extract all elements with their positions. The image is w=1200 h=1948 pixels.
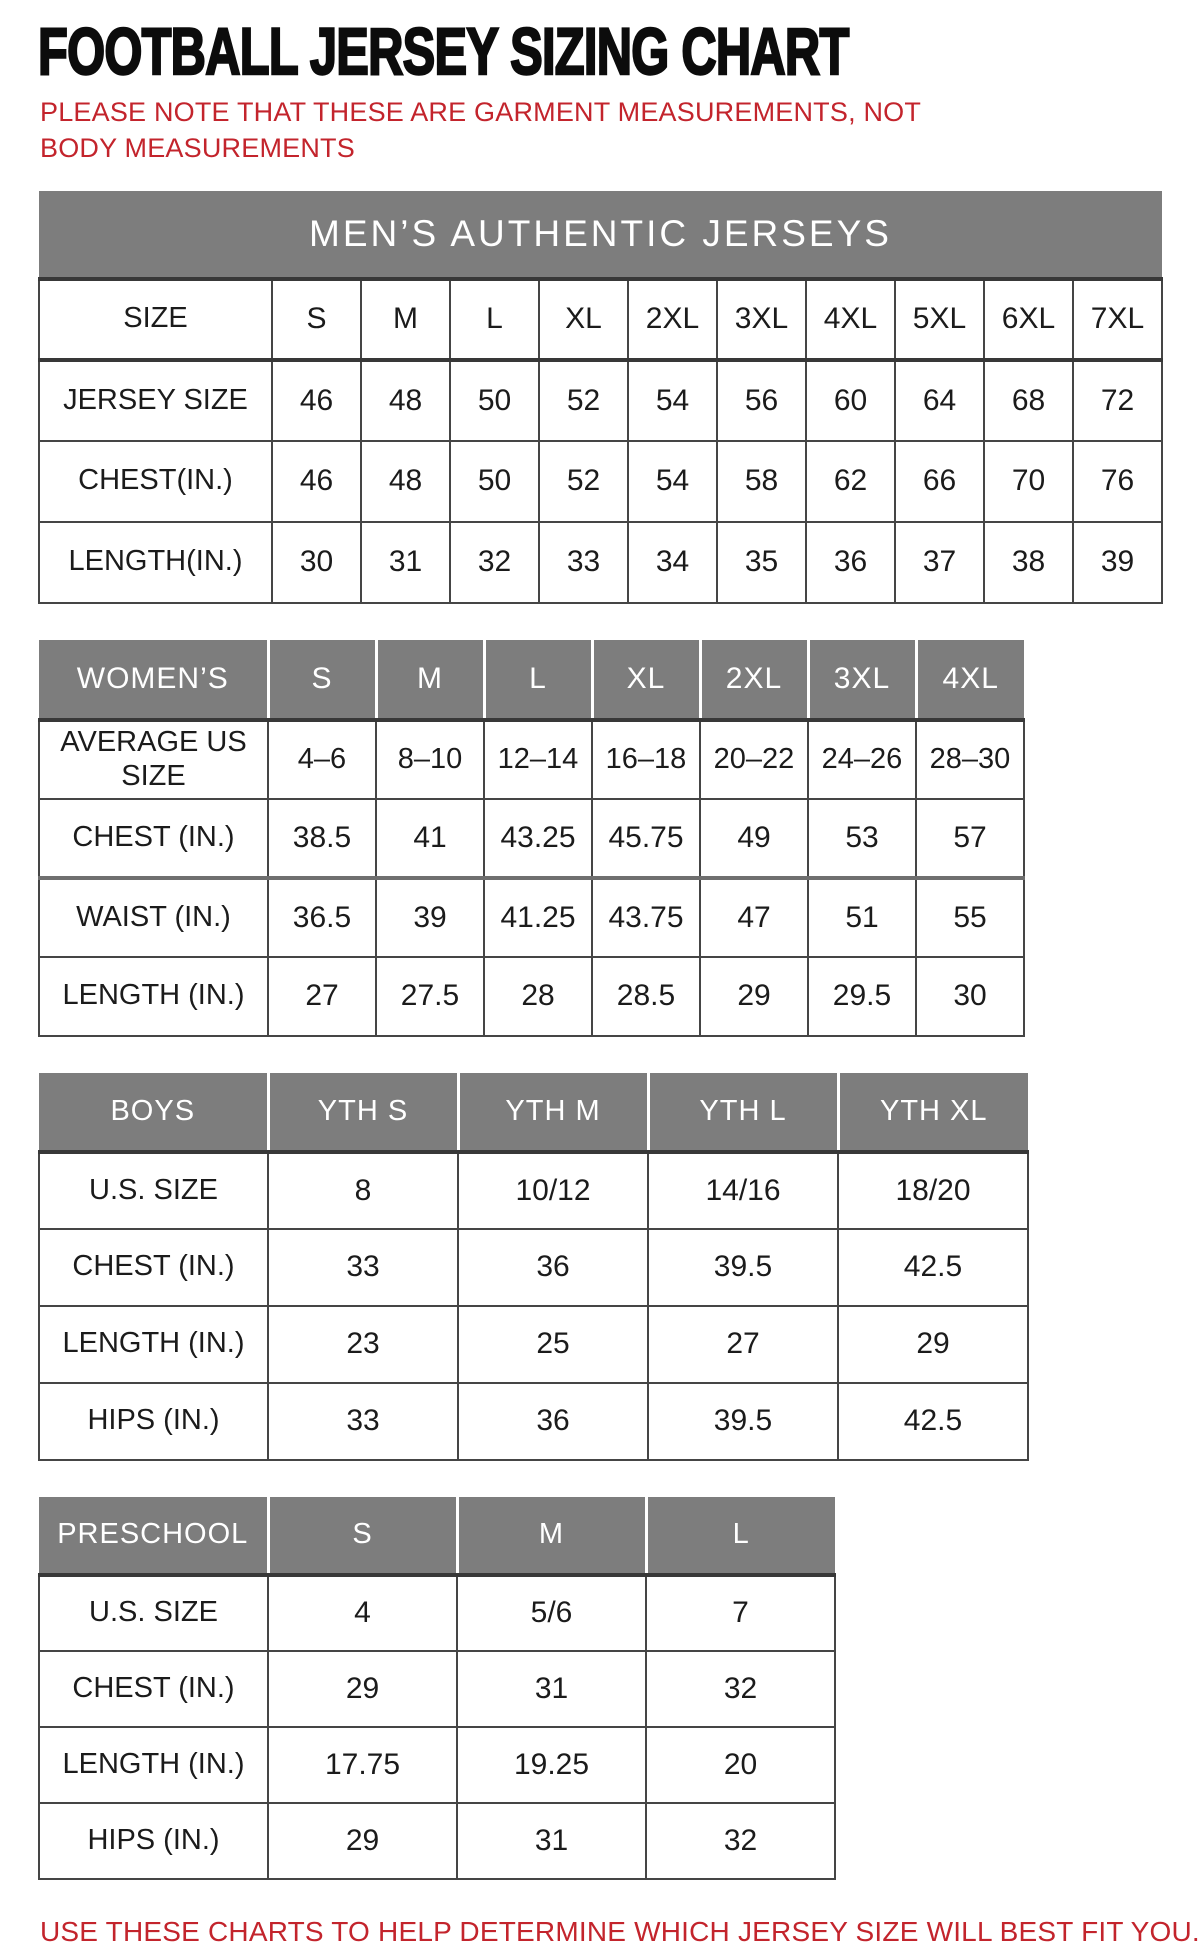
row-label: U.S. SIZE bbox=[39, 1575, 268, 1651]
column-header: S bbox=[268, 640, 376, 720]
table-cell: 30 bbox=[916, 957, 1024, 1036]
column-header: XL bbox=[592, 640, 700, 720]
table-cell: 14/16 bbox=[648, 1152, 838, 1229]
table-cell: 4–6 bbox=[268, 720, 376, 799]
table-cell: 25 bbox=[458, 1306, 648, 1383]
table-cell: 38 bbox=[984, 522, 1073, 603]
table-cell: 33 bbox=[268, 1383, 458, 1460]
row-label: LENGTH (IN.) bbox=[39, 957, 268, 1036]
table-cell: 34 bbox=[628, 522, 717, 603]
table-cell: 52 bbox=[539, 360, 628, 441]
table-cell: 66 bbox=[895, 441, 984, 522]
row-label: CHEST(IN.) bbox=[39, 441, 272, 522]
table-cell: 20 bbox=[646, 1727, 835, 1803]
table-cell: 52 bbox=[539, 441, 628, 522]
table-header-label: WOMEN’S bbox=[39, 640, 268, 720]
table-cell: L bbox=[450, 279, 539, 360]
table-header-label: PRESCHOOL bbox=[39, 1497, 268, 1575]
table-cell: 47 bbox=[700, 878, 808, 957]
table-cell: 54 bbox=[628, 360, 717, 441]
column-header: YTH M bbox=[458, 1073, 648, 1152]
table-row bbox=[39, 720, 1024, 799]
row-label: U.S. SIZE bbox=[39, 1152, 268, 1229]
table-cell: 20–22 bbox=[700, 720, 808, 799]
table-header-row bbox=[39, 1497, 835, 1575]
column-header: L bbox=[484, 640, 592, 720]
table-row bbox=[39, 522, 1162, 603]
table-row bbox=[39, 1152, 1028, 1229]
column-header: L bbox=[646, 1497, 835, 1575]
column-header: YTH S bbox=[268, 1073, 458, 1152]
row-label: AVERAGE US SIZE bbox=[39, 720, 268, 799]
table-cell: 36 bbox=[458, 1383, 648, 1460]
table-cell: 28 bbox=[484, 957, 592, 1036]
table-cell: 45.75 bbox=[592, 799, 700, 878]
table-cell: 48 bbox=[361, 360, 450, 441]
table-cell: 70 bbox=[984, 441, 1073, 522]
table-row bbox=[39, 1229, 1028, 1306]
table-cell: 7 bbox=[646, 1575, 835, 1651]
table-cell: 39 bbox=[1073, 522, 1162, 603]
table-cell: 23 bbox=[268, 1306, 458, 1383]
table-row bbox=[39, 1651, 835, 1727]
garment-measurements-note: PLEASE NOTE THAT THESE ARE GARMENT MEASUREMENTS, NOT BODY MEASUREMENTS bbox=[40, 97, 921, 163]
table-cell: 7XL bbox=[1073, 279, 1162, 360]
boys-sizing-table bbox=[38, 1073, 1029, 1461]
table-cell: 39.5 bbox=[648, 1229, 838, 1306]
table-cell: 29.5 bbox=[808, 957, 916, 1036]
table-cell: 2XL bbox=[628, 279, 717, 360]
table-cell: 32 bbox=[646, 1803, 835, 1879]
table-cell: 43.75 bbox=[592, 878, 700, 957]
page-title-text: FOOTBALL JERSEY SIZING CHART bbox=[38, 14, 849, 88]
page-title bbox=[38, 14, 1164, 88]
table-cell: 43.25 bbox=[484, 799, 592, 878]
table-row bbox=[39, 799, 1024, 878]
table-cell: 5XL bbox=[895, 279, 984, 360]
table-row bbox=[39, 957, 1024, 1036]
table-cell: 8 bbox=[268, 1152, 458, 1229]
table-cell: 29 bbox=[268, 1803, 457, 1879]
table-cell: 50 bbox=[450, 441, 539, 522]
row-label: CHEST (IN.) bbox=[39, 1651, 268, 1727]
table-cell: 46 bbox=[272, 360, 361, 441]
table-cell: 16–18 bbox=[592, 720, 700, 799]
table-row bbox=[39, 1803, 835, 1879]
table-cell: 29 bbox=[268, 1651, 457, 1727]
column-header: S bbox=[268, 1497, 457, 1575]
table-cell: 29 bbox=[838, 1306, 1028, 1383]
table-cell: 39.5 bbox=[648, 1383, 838, 1460]
column-header: M bbox=[376, 640, 484, 720]
table-cell: 53 bbox=[808, 799, 916, 878]
table-cell: 60 bbox=[806, 360, 895, 441]
table-cell: 42.5 bbox=[838, 1383, 1028, 1460]
table-cell: 36 bbox=[458, 1229, 648, 1306]
column-header: YTH XL bbox=[838, 1073, 1028, 1152]
table-cell: 12–14 bbox=[484, 720, 592, 799]
column-header: 2XL bbox=[700, 640, 808, 720]
row-label: HIPS (IN.) bbox=[39, 1383, 268, 1460]
table-row bbox=[39, 878, 1024, 957]
table-cell: 37 bbox=[895, 522, 984, 603]
table-cell: 27.5 bbox=[376, 957, 484, 1036]
table-cell: 3XL bbox=[717, 279, 806, 360]
table-cell: 24–26 bbox=[808, 720, 916, 799]
table-cell: 27 bbox=[268, 957, 376, 1036]
table-row bbox=[39, 279, 1162, 360]
table-row bbox=[39, 360, 1162, 441]
table-cell: 50 bbox=[450, 360, 539, 441]
table-cell: 64 bbox=[895, 360, 984, 441]
table-cell: 56 bbox=[717, 360, 806, 441]
table-cell: 54 bbox=[628, 441, 717, 522]
table-cell: 17.75 bbox=[268, 1727, 457, 1803]
womens-sizing-table bbox=[38, 640, 1025, 1037]
table-cell: 28.5 bbox=[592, 957, 700, 1036]
row-label: WAIST (IN.) bbox=[39, 878, 268, 957]
row-label: CHEST (IN.) bbox=[39, 1229, 268, 1306]
table-cell: 38.5 bbox=[268, 799, 376, 878]
row-label: JERSEY SIZE bbox=[39, 360, 272, 441]
table-cell: 10/12 bbox=[458, 1152, 648, 1229]
table-banner-row bbox=[39, 191, 1162, 279]
table-cell: 51 bbox=[808, 878, 916, 957]
table-header-row bbox=[39, 1073, 1028, 1152]
column-header: 4XL bbox=[916, 640, 1024, 720]
table-cell: 55 bbox=[916, 878, 1024, 957]
table-cell: 29 bbox=[700, 957, 808, 1036]
row-label: LENGTH(IN.) bbox=[39, 522, 272, 603]
table-cell: 41 bbox=[376, 799, 484, 878]
table-row bbox=[39, 1383, 1028, 1460]
preschool-sizing-table bbox=[38, 1497, 836, 1880]
table-cell: 4XL bbox=[806, 279, 895, 360]
table-cell: 33 bbox=[268, 1229, 458, 1306]
table-cell: 4 bbox=[268, 1575, 457, 1651]
table-cell: 31 bbox=[361, 522, 450, 603]
table-row bbox=[39, 441, 1162, 522]
table-cell: 58 bbox=[717, 441, 806, 522]
table-cell: 18/20 bbox=[838, 1152, 1028, 1229]
table-cell: 46 bbox=[272, 441, 361, 522]
table-cell: 33 bbox=[539, 522, 628, 603]
table-cell: 28–30 bbox=[916, 720, 1024, 799]
table-header-row bbox=[39, 640, 1024, 720]
table-cell: S bbox=[272, 279, 361, 360]
table-cell: 41.25 bbox=[484, 878, 592, 957]
table-row bbox=[39, 1575, 835, 1651]
table-cell: 76 bbox=[1073, 441, 1162, 522]
row-label: CHEST (IN.) bbox=[39, 799, 268, 878]
row-label: HIPS (IN.) bbox=[39, 1803, 268, 1879]
table-cell: 30 bbox=[272, 522, 361, 603]
table-cell: 42.5 bbox=[838, 1229, 1028, 1306]
table-cell: XL bbox=[539, 279, 628, 360]
table-row bbox=[39, 1727, 835, 1803]
column-header: 3XL bbox=[808, 640, 916, 720]
table-cell: 6XL bbox=[984, 279, 1073, 360]
table-cell: 27 bbox=[648, 1306, 838, 1383]
footer-note: USE THESE CHARTS TO HELP DETERMINE WHICH JERSEY SIZE WILL BEST FIT YOU. bbox=[40, 1915, 1200, 1947]
table-cell: 35 bbox=[717, 522, 806, 603]
table-cell: 32 bbox=[450, 522, 539, 603]
table-banner: MEN’S AUTHENTIC JERSEYS bbox=[39, 191, 1162, 279]
table-cell: 72 bbox=[1073, 360, 1162, 441]
column-header: YTH L bbox=[648, 1073, 838, 1152]
table-cell: 57 bbox=[916, 799, 1024, 878]
table-cell: 31 bbox=[457, 1651, 646, 1727]
table-cell: 68 bbox=[984, 360, 1073, 441]
table-cell: 5/6 bbox=[457, 1575, 646, 1651]
table-cell: M bbox=[361, 279, 450, 360]
row-label: SIZE bbox=[39, 279, 272, 360]
table-cell: 19.25 bbox=[457, 1727, 646, 1803]
table-cell: 62 bbox=[806, 441, 895, 522]
table-cell: 48 bbox=[361, 441, 450, 522]
row-label: LENGTH (IN.) bbox=[39, 1306, 268, 1383]
table-cell: 8–10 bbox=[376, 720, 484, 799]
table-cell: 39 bbox=[376, 878, 484, 957]
table-row bbox=[39, 1306, 1028, 1383]
column-header: M bbox=[457, 1497, 646, 1575]
mens-sizing-table bbox=[38, 191, 1163, 604]
table-cell: 32 bbox=[646, 1651, 835, 1727]
table-cell: 31 bbox=[457, 1803, 646, 1879]
table-cell: 49 bbox=[700, 799, 808, 878]
row-label: LENGTH (IN.) bbox=[39, 1727, 268, 1803]
table-header-label: BOYS bbox=[39, 1073, 268, 1152]
table-cell: 36 bbox=[806, 522, 895, 603]
table-cell: 36.5 bbox=[268, 878, 376, 957]
